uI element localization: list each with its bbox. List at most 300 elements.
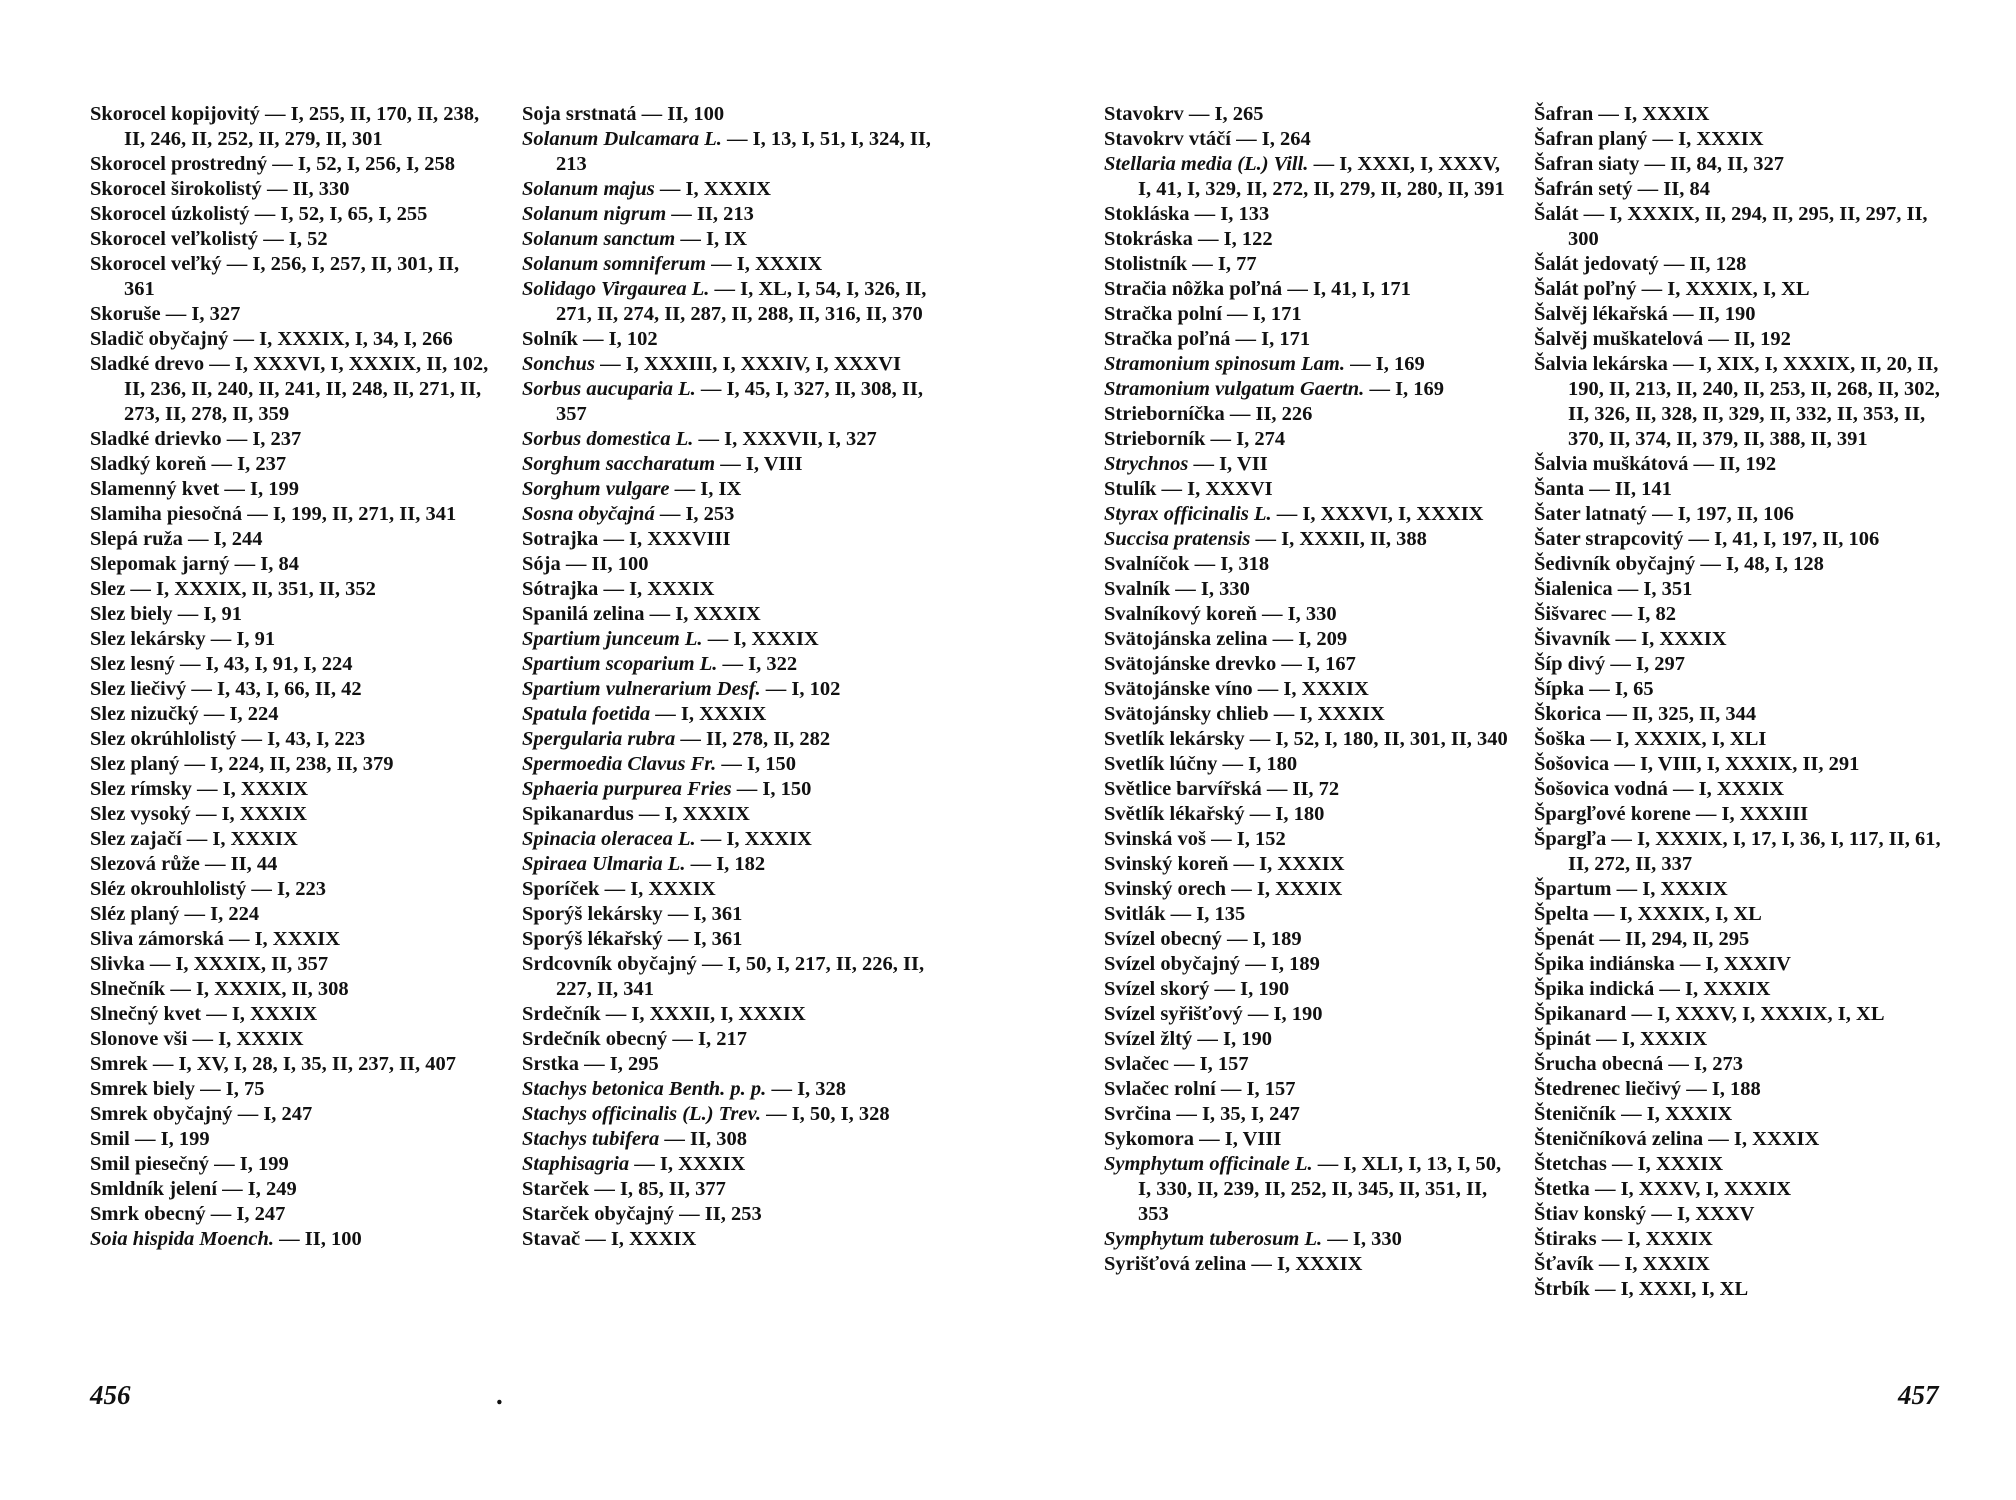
index-term: Sladké drevo bbox=[90, 353, 205, 375]
index-refs: I, XXXIX bbox=[675, 603, 761, 625]
index-term: Šivavník bbox=[1534, 628, 1611, 650]
index-entry bbox=[522, 1102, 932, 1127]
dash-separator: — bbox=[1703, 328, 1734, 350]
index-entry bbox=[1104, 702, 1514, 727]
index-refs: I, 327 bbox=[191, 303, 241, 325]
index-term: Sorghum vulgare bbox=[522, 478, 670, 500]
index-term: Smrek obyčajný bbox=[90, 1103, 233, 1125]
index-term: Špenát bbox=[1534, 928, 1595, 950]
index-entry bbox=[1534, 1152, 1954, 1177]
index-refs: I, XXXIX bbox=[610, 1228, 697, 1250]
index-refs: I, 199 bbox=[239, 1153, 289, 1175]
index-refs: I, 190 bbox=[1223, 1028, 1272, 1050]
index-refs: I, XXXI, I, XL bbox=[1620, 1278, 1749, 1300]
index-entry bbox=[522, 1127, 932, 1152]
index-term: Šošovica bbox=[1534, 753, 1610, 775]
dash-separator: — bbox=[1193, 1128, 1225, 1150]
dash-separator: — bbox=[1690, 803, 1722, 825]
index-term: Šafran planý bbox=[1534, 128, 1648, 150]
index-refs: II, 330 bbox=[292, 178, 350, 200]
index-term: Sphaeria purpurea Fries bbox=[522, 778, 732, 800]
dash-separator: — bbox=[1230, 328, 1262, 350]
dash-separator: — bbox=[580, 1228, 611, 1250]
index-refs: I, 209 bbox=[1298, 628, 1348, 650]
dash-separator: — bbox=[709, 278, 741, 300]
index-term: Štiraks bbox=[1534, 1228, 1597, 1250]
index-refs: II, 325, II, 344 bbox=[1631, 703, 1757, 725]
index-entry bbox=[522, 1152, 932, 1177]
index-refs: I, XXXIX bbox=[1621, 1028, 1708, 1050]
index-entry bbox=[522, 452, 932, 477]
index-entry bbox=[1104, 252, 1514, 277]
index-refs: I, 45, I, 327, II, 308, II, 357 bbox=[556, 378, 923, 425]
index-refs: II, 294, II, 295 bbox=[1625, 928, 1750, 950]
dash-separator: — bbox=[1187, 253, 1218, 275]
index-entry bbox=[1104, 852, 1514, 877]
index-term: Slez liečivý bbox=[90, 678, 187, 700]
index-entry bbox=[1534, 1052, 1954, 1077]
index-refs: I, 199 bbox=[250, 478, 300, 500]
index-refs: I, XXXIX bbox=[222, 778, 309, 800]
index-entry bbox=[522, 752, 932, 777]
index-term: Stračka polní bbox=[1104, 303, 1222, 325]
dash-separator: — bbox=[1246, 1253, 1277, 1275]
index-refs: I, 199 bbox=[160, 1128, 210, 1150]
index-refs: I, VIII, I, XXXIX, II, 291 bbox=[1639, 753, 1860, 775]
index-entry bbox=[1104, 1227, 1514, 1252]
index-term: Stavač bbox=[522, 1228, 581, 1250]
index-refs: I, 199, II, 271, II, 341 bbox=[272, 503, 457, 525]
index-entry bbox=[1104, 652, 1514, 677]
dash-separator: — bbox=[147, 1053, 179, 1075]
dash-separator: — bbox=[1663, 1053, 1695, 1075]
index-term: Šoška bbox=[1534, 728, 1586, 750]
index-term: Svätojánsky chlieb bbox=[1104, 703, 1269, 725]
index-term: Symphytum officinale L. bbox=[1104, 1153, 1313, 1175]
index-refs: I, XXXIX bbox=[736, 253, 823, 275]
index-entry bbox=[522, 927, 932, 952]
index-term: Spartium vulnerarium Desf. bbox=[522, 678, 761, 700]
dash-separator: — bbox=[1168, 1053, 1200, 1075]
dash-separator: — bbox=[667, 1028, 698, 1050]
index-entry bbox=[1534, 1277, 1954, 1302]
index-entry bbox=[1104, 1077, 1514, 1102]
dash-separator: — bbox=[654, 178, 686, 200]
dash-separator: — bbox=[1639, 153, 1671, 175]
dash-separator: — bbox=[1585, 728, 1617, 750]
index-refs: I, 122 bbox=[1223, 228, 1273, 250]
index-refs: I, 247 bbox=[263, 1103, 313, 1125]
index-refs: I, XXXIX bbox=[726, 828, 812, 850]
index-entry bbox=[1104, 402, 1514, 427]
index-refs: I, 52, I, 180, II, 301, II, 340 bbox=[1275, 728, 1508, 750]
index-entry bbox=[1104, 752, 1514, 777]
index-term: Svätojánska zelina bbox=[1104, 628, 1268, 650]
index-term: Svalníčok bbox=[1104, 553, 1190, 575]
index-refs: I, 133 bbox=[1220, 203, 1270, 225]
dash-separator: — bbox=[696, 953, 728, 975]
dash-separator: — bbox=[675, 728, 706, 750]
index-entry bbox=[90, 727, 495, 752]
index-refs: I, 84 bbox=[260, 553, 300, 575]
dash-separator: — bbox=[1601, 703, 1632, 725]
dash-separator: — bbox=[715, 453, 746, 475]
index-term: Sléz okrouhlolistý bbox=[90, 878, 247, 900]
index-term: Šedivník obyčajný bbox=[1534, 553, 1696, 575]
index-term: Sporýš lékařský bbox=[522, 928, 663, 950]
index-term: Šalát jedovatý bbox=[1534, 253, 1659, 275]
index-term: Šípka bbox=[1534, 678, 1585, 700]
index-refs: I, 85, II, 377 bbox=[619, 1178, 726, 1200]
dash-separator: — bbox=[662, 928, 694, 950]
dash-separator: — bbox=[232, 1103, 264, 1125]
dash-separator: — bbox=[190, 803, 222, 825]
dash-separator: — bbox=[144, 953, 176, 975]
index-entry bbox=[1104, 827, 1514, 852]
dash-separator: — bbox=[129, 1128, 161, 1150]
index-term: Spermoedia Clavus Fr. bbox=[522, 753, 717, 775]
index-refs: I, XXXIX bbox=[1259, 853, 1345, 875]
dash-separator: — bbox=[1268, 703, 1300, 725]
index-refs: I, XXXIX bbox=[1733, 1128, 1820, 1150]
index-term: Sorbus aucuparia L. bbox=[522, 378, 696, 400]
dash-separator: — bbox=[1610, 628, 1642, 650]
index-term: Srdečník bbox=[522, 1003, 601, 1025]
index-entry bbox=[90, 602, 495, 627]
index-term: Slez lesný bbox=[90, 653, 175, 675]
index-term: Slamiha piesočná bbox=[90, 503, 243, 525]
dash-separator: — bbox=[182, 528, 214, 550]
index-entry bbox=[1104, 952, 1514, 977]
index-entry bbox=[522, 852, 932, 877]
index-refs: I, 322 bbox=[748, 653, 798, 675]
index-entry bbox=[522, 552, 932, 577]
index-entry bbox=[90, 427, 495, 452]
index-term: Šafran siaty bbox=[1534, 153, 1640, 175]
index-term: Šíp divý bbox=[1534, 653, 1606, 675]
index-refs: I, 41, I, 171 bbox=[1312, 278, 1411, 300]
index-column-2 bbox=[522, 102, 932, 1252]
index-entry bbox=[90, 1202, 495, 1227]
index-entry bbox=[1534, 1202, 1954, 1227]
index-entry bbox=[1104, 1152, 1514, 1227]
index-entry bbox=[1534, 802, 1954, 827]
index-refs: I, XXXIX, I, 17, I, 36, I, 117, II, 61, II, 272, II, 337 bbox=[1568, 828, 1941, 875]
index-term: Solanum majus bbox=[522, 178, 655, 200]
index-entry bbox=[522, 127, 932, 177]
index-refs: I, XXXIX bbox=[221, 803, 307, 825]
index-term: Stulík bbox=[1104, 478, 1157, 500]
index-term: Solanum sanctum bbox=[522, 228, 676, 250]
dash-separator: — bbox=[125, 578, 157, 600]
dash-separator: — bbox=[629, 1153, 660, 1175]
index-term: Šialenica bbox=[1534, 578, 1613, 600]
index-refs: I, 188 bbox=[1711, 1078, 1761, 1100]
index-entry bbox=[1104, 1127, 1514, 1152]
index-refs: I, XXXV, I, XXXIX, I, XL bbox=[1657, 1003, 1885, 1025]
dash-separator: — bbox=[1192, 228, 1224, 250]
index-entry bbox=[90, 452, 495, 477]
index-column-1 bbox=[90, 102, 495, 1252]
index-term: Spartium scoparium L. bbox=[522, 653, 718, 675]
dash-separator: — bbox=[644, 603, 676, 625]
dash-separator: — bbox=[766, 1078, 798, 1100]
index-term: Solidago Virgaurea L. bbox=[522, 278, 710, 300]
dash-separator: — bbox=[1170, 578, 1201, 600]
index-term: Šišvarec bbox=[1534, 603, 1607, 625]
index-entry bbox=[522, 677, 932, 702]
index-refs: I, 274 bbox=[1236, 428, 1286, 450]
index-refs: I, 361 bbox=[693, 903, 743, 925]
index-entry bbox=[522, 1002, 932, 1027]
index-refs: I, XXXIX, I, 34, I, 266 bbox=[259, 328, 453, 350]
index-entry bbox=[522, 102, 932, 127]
index-term: Smrek biely bbox=[90, 1078, 195, 1100]
dash-separator: — bbox=[228, 328, 260, 350]
index-term: Slamenný kvet bbox=[90, 478, 220, 500]
index-term: Spikanardus bbox=[522, 803, 634, 825]
index-entry bbox=[522, 727, 932, 752]
index-entry bbox=[1104, 1027, 1514, 1052]
index-entry bbox=[90, 477, 495, 502]
index-refs: I, XXXIX bbox=[664, 803, 750, 825]
index-term: Smldník jelení bbox=[90, 1178, 218, 1200]
index-entry bbox=[1104, 302, 1514, 327]
index-entry bbox=[90, 1177, 495, 1202]
index-refs: I, XXXIX bbox=[733, 628, 819, 650]
dash-separator: — bbox=[706, 253, 737, 275]
index-refs: I, 50, I, 217, II, 226, II, 227, II, 341 bbox=[556, 953, 925, 1000]
dash-separator: — bbox=[209, 1153, 240, 1175]
index-term: Slivka bbox=[90, 953, 145, 975]
index-refs: I, 265 bbox=[1214, 103, 1264, 125]
dash-separator: — bbox=[1205, 428, 1237, 450]
index-term: Sladký koreň bbox=[90, 453, 207, 475]
index-entry bbox=[522, 1227, 932, 1252]
index-entry bbox=[1534, 1077, 1954, 1102]
index-term: Succisa pratensis bbox=[1104, 528, 1251, 550]
index-term: Špikanard bbox=[1534, 1003, 1627, 1025]
dash-separator: — bbox=[1228, 853, 1260, 875]
index-refs: I, 48, I, 128 bbox=[1725, 553, 1824, 575]
dash-separator: — bbox=[578, 1053, 610, 1075]
index-refs: I, 52 bbox=[288, 228, 328, 250]
dash-separator: — bbox=[659, 1128, 690, 1150]
dash-separator: — bbox=[179, 903, 211, 925]
index-entry bbox=[90, 1027, 495, 1052]
index-term: Sliva zámorská bbox=[90, 928, 224, 950]
index-refs: I, 361 bbox=[693, 928, 743, 950]
dash-separator: — bbox=[1244, 803, 1276, 825]
dash-separator: — bbox=[589, 1178, 620, 1200]
index-refs: I, XXXIX bbox=[1646, 1103, 1733, 1125]
index-entry bbox=[1534, 477, 1954, 502]
index-entry bbox=[522, 227, 932, 252]
dash-separator: — bbox=[1156, 478, 1188, 500]
dash-separator: — bbox=[717, 653, 749, 675]
index-refs: I, 273 bbox=[1694, 1053, 1744, 1075]
index-entry bbox=[90, 552, 495, 577]
index-refs: I, XXXIX bbox=[1624, 1253, 1710, 1275]
dash-separator: — bbox=[1171, 1103, 1202, 1125]
index-refs: I, XXXIX bbox=[680, 703, 767, 725]
index-entry bbox=[1534, 1252, 1954, 1277]
index-refs: I, 295 bbox=[609, 1053, 659, 1075]
index-entry bbox=[1104, 1052, 1514, 1077]
index-refs: I, 152 bbox=[1236, 828, 1286, 850]
index-term: Soja srstnatá bbox=[522, 103, 637, 125]
index-refs: I, VII bbox=[1219, 453, 1268, 475]
index-entry bbox=[90, 202, 495, 227]
index-term: Šalát bbox=[1534, 203, 1579, 225]
dash-separator: — bbox=[1596, 1228, 1628, 1250]
index-entry bbox=[90, 1127, 495, 1152]
index-term: Skorocel veľkolistý bbox=[90, 228, 259, 250]
dash-separator: — bbox=[1261, 778, 1293, 800]
index-entry bbox=[1534, 627, 1954, 652]
index-entry bbox=[90, 577, 495, 602]
dash-separator: — bbox=[219, 478, 251, 500]
index-refs: I, 237 bbox=[252, 428, 302, 450]
index-refs: I, XXXIX, I, XL bbox=[1667, 278, 1810, 300]
index-entry bbox=[522, 327, 932, 352]
dash-separator: — bbox=[1244, 728, 1276, 750]
index-term: Stračia nôžka poľná bbox=[1104, 278, 1283, 300]
index-term: Stramonium vulgatum Gaertn. bbox=[1104, 378, 1365, 400]
page-number-right: 457 bbox=[1898, 1380, 1939, 1410]
index-term: Slnečný kvet bbox=[90, 1003, 202, 1025]
dash-separator: — bbox=[1647, 128, 1679, 150]
index-term: Sykomora bbox=[1104, 1128, 1194, 1150]
dash-separator: — bbox=[1188, 453, 1220, 475]
index-entry bbox=[90, 527, 495, 552]
index-refs: I, 167 bbox=[1306, 653, 1356, 675]
index-term: Špelta bbox=[1534, 903, 1589, 925]
dash-separator: — bbox=[1590, 1028, 1622, 1050]
index-refs: II, 84, II, 327 bbox=[1670, 153, 1785, 175]
index-term: Štetka bbox=[1534, 1178, 1590, 1200]
index-term: Solanum Dulcamara L. bbox=[522, 128, 722, 150]
index-term: Syrišťová zelina bbox=[1104, 1253, 1247, 1275]
index-refs: I, 102 bbox=[791, 678, 841, 700]
index-refs: I, 256, I, 257, II, 301, II, 361 bbox=[124, 253, 460, 300]
index-refs: I, XXXIV bbox=[1705, 953, 1791, 975]
index-refs: I, IX bbox=[706, 228, 748, 250]
index-term: Stachys betonica Benth. p. p. bbox=[522, 1078, 767, 1100]
index-entry bbox=[90, 1102, 495, 1127]
dash-separator: — bbox=[204, 353, 235, 375]
index-refs: I, 244 bbox=[213, 528, 263, 550]
index-refs: I, 35, I, 247 bbox=[1201, 1103, 1300, 1125]
index-refs: I, XLI, I, 13, I, 50, I, 330, II, 239, II, 252, II, 345, II, 351, II, 353 bbox=[1138, 1153, 1502, 1225]
index-term: Stellaria media (L.) Vill. bbox=[1104, 153, 1309, 175]
index-term: Svízel obyčajný bbox=[1104, 953, 1241, 975]
dash-separator: — bbox=[187, 1028, 219, 1050]
index-term: Sladič obyčajný bbox=[90, 328, 229, 350]
index-entry bbox=[90, 1002, 495, 1027]
index-term: Sonchus bbox=[522, 353, 595, 375]
dash-separator: — bbox=[1589, 1278, 1621, 1300]
index-refs: I, 224, II, 238, II, 379 bbox=[210, 753, 394, 775]
index-entry bbox=[522, 1077, 932, 1102]
index-term: Šafran bbox=[1534, 103, 1594, 125]
index-refs: II, 192 bbox=[1719, 453, 1777, 475]
dash-separator: — bbox=[165, 978, 196, 1000]
dash-separator: — bbox=[1189, 203, 1221, 225]
dash-separator: — bbox=[1192, 1028, 1223, 1050]
dash-separator: — bbox=[695, 828, 727, 850]
index-refs: I, 182 bbox=[716, 853, 766, 875]
index-entry bbox=[90, 1052, 495, 1077]
dash-separator: — bbox=[702, 628, 734, 650]
index-refs: I, 217 bbox=[697, 1028, 747, 1050]
index-entry bbox=[1534, 102, 1954, 127]
index-refs: I, XXXIX bbox=[659, 1153, 746, 1175]
index-entry bbox=[522, 577, 932, 602]
index-refs: II, 226 bbox=[1255, 403, 1313, 425]
dash-separator: — bbox=[636, 103, 668, 125]
index-refs: I, 171 bbox=[1261, 328, 1311, 350]
dash-separator: — bbox=[273, 1228, 305, 1250]
index-term: Šteničníková zelina bbox=[1534, 1128, 1704, 1150]
index-entry bbox=[1534, 1177, 1954, 1202]
dash-separator: — bbox=[1658, 253, 1690, 275]
index-term: Světlík lékařský bbox=[1104, 803, 1245, 825]
index-entry bbox=[522, 902, 932, 927]
index-entry bbox=[1534, 1127, 1954, 1152]
index-entry bbox=[522, 1052, 932, 1077]
index-term: Slnečník bbox=[90, 978, 166, 1000]
index-term: Šalvěj lékařská bbox=[1534, 303, 1668, 325]
index-refs: I, XXXIX bbox=[254, 928, 341, 950]
index-term: Sporíček bbox=[522, 878, 600, 900]
index-refs: I, 82 bbox=[1637, 603, 1676, 625]
index-term: Svitlák bbox=[1104, 903, 1166, 925]
index-term: Sosna obyčajná bbox=[522, 503, 655, 525]
dash-separator: — bbox=[1217, 753, 1249, 775]
index-term: Srdečník obecný bbox=[522, 1028, 668, 1050]
dash-separator: — bbox=[1683, 528, 1715, 550]
index-refs: I, XXXIX bbox=[685, 178, 771, 200]
index-refs: I, 180 bbox=[1248, 753, 1298, 775]
index-entry bbox=[90, 852, 495, 877]
dash-separator: — bbox=[1654, 978, 1685, 1000]
dash-separator: — bbox=[1605, 653, 1636, 675]
index-refs: II, 278, II, 282 bbox=[705, 728, 831, 750]
index-entry bbox=[1104, 602, 1514, 627]
index-term: Smil bbox=[90, 1128, 130, 1150]
index-entry bbox=[1534, 752, 1954, 777]
index-entry bbox=[1104, 477, 1514, 502]
index-entry bbox=[90, 302, 495, 327]
index-entry bbox=[90, 902, 495, 927]
dash-separator: — bbox=[236, 728, 268, 750]
index-refs: I, 169 bbox=[1395, 378, 1445, 400]
dash-separator: — bbox=[1271, 503, 1303, 525]
index-entry bbox=[522, 827, 932, 852]
index-entry bbox=[1104, 152, 1514, 202]
index-refs: I, XXXIII bbox=[1721, 803, 1809, 825]
index-refs: I, XXXIX bbox=[1627, 1228, 1713, 1250]
index-refs: I, XXXIX bbox=[1641, 628, 1727, 650]
index-entry bbox=[90, 802, 495, 827]
index-term: Svetlík lúčny bbox=[1104, 753, 1218, 775]
dash-separator: — bbox=[1267, 628, 1299, 650]
index-term: Šalvia lekárska bbox=[1534, 353, 1668, 375]
index-term: Svinská voš bbox=[1104, 828, 1206, 850]
index-refs: I, 330 bbox=[1287, 603, 1337, 625]
index-entry bbox=[1104, 202, 1514, 227]
